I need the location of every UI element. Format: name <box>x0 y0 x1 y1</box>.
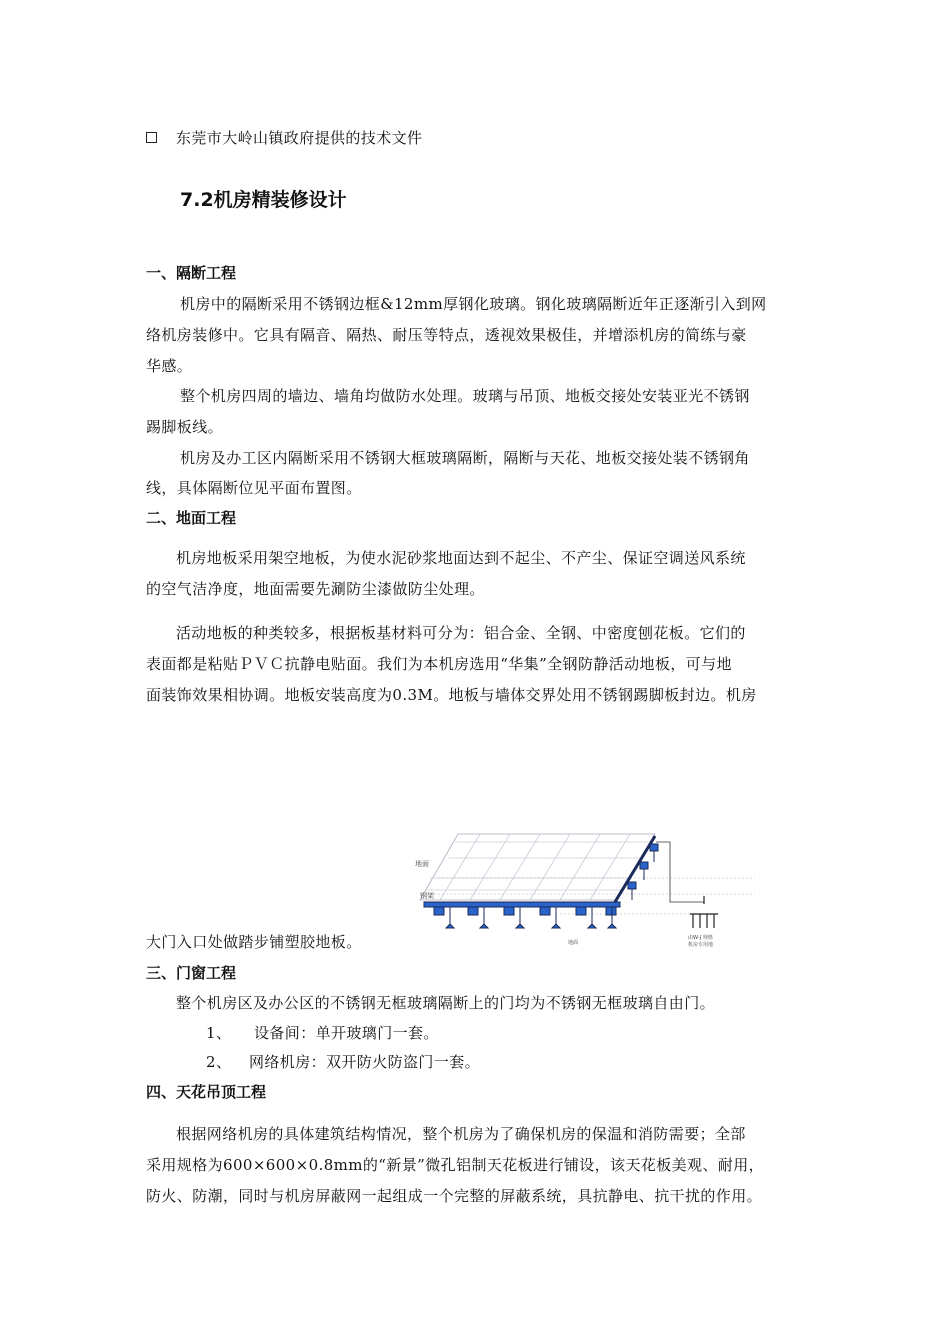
diagram-label: 由W-J 规格 <box>688 935 713 941</box>
heading-floor: 二、地面工程 <box>146 509 237 527</box>
paragraph-line: 面装饰效果相协调。地板安装高度为0.3M。地板与墙体交界处用不锈钢踢脚板封边。机房 <box>146 686 757 704</box>
paragraph-line: 根据网络机房的具体建筑结构情况，整个机房为了确保机房的保温和消防需要；全部 <box>176 1125 746 1143</box>
paragraph-line: 大门入口处做踏步铺塑胶地板。 <box>146 933 362 951</box>
paragraph-line: 活动地板的种类较多，根据板基材料可分为：铝合金、全钢、中密度刨花板。它们的 <box>176 624 746 642</box>
raised-floor-diagram <box>410 828 770 950</box>
list-item-number: 1、 <box>206 1024 232 1042</box>
diagram-label: 钢架 <box>420 892 434 900</box>
heading-ceiling: 四、天花吊顶工程 <box>146 1083 267 1101</box>
heading-partition: 一、隔断工程 <box>146 264 237 282</box>
paragraph-line: 表面都是粘贴ＰＶＣ抗静电贴面。我们为本机房选用“华集”全钢防静活动地板，可与地 <box>146 655 732 673</box>
checkbox-bullet-icon <box>146 132 157 143</box>
paragraph-line: 线，具体隔断位见平面布置图。 <box>146 479 362 497</box>
paragraph-line: 踢脚板线。 <box>146 418 224 436</box>
paragraph-line: 机房中的隔断采用不锈钢边框&12mm厚钢化玻璃。钢化玻璃隔断近年正逐渐引入到网 <box>180 295 767 313</box>
paragraph-line: 的空气洁净度，地面需要先涮防尘漆做防尘处理。 <box>146 580 485 598</box>
diagram-label: 地面 <box>568 940 579 946</box>
paragraph-line: 防火、防潮，同时与机房屏蔽网一起组成一个完整的屏蔽系统，具抗静电、抗干扰的作用。 <box>146 1187 763 1205</box>
diagram-label: 机房专用地 <box>688 942 714 948</box>
paragraph-line: 华感。 <box>146 357 193 375</box>
list-item-text: 设备间：单开玻璃门一套。 <box>254 1024 439 1042</box>
paragraph-line: 整个机房四周的墙边、墙角均做防水处理。玻璃与吊顶、地板交接处安装亚光不锈钢 <box>180 387 750 405</box>
bullet-item-text: 东莞市大岭山镇政府提供的技术文件 <box>176 129 423 147</box>
paragraph-line: 采用规格为600×600×0.8mm的“新景”微孔铝制天花板进行铺设，该天花板美观、耐用， <box>146 1156 765 1174</box>
list-item-number: 2、 <box>206 1053 232 1071</box>
paragraph-line: 整个机房区及办公区的不锈钢无框玻璃隔断上的门均为不锈钢无框玻璃自由门。 <box>176 994 716 1012</box>
section-title: 7.2机房精装修设计 <box>180 189 347 211</box>
paragraph-line: 络机房装修中。它具有隔音、隔热、耐压等特点，透视效果极佳，并增添机房的简练与豪 <box>146 326 747 344</box>
list-item-text: 网络机房：双开防火防盗门一套。 <box>249 1053 481 1071</box>
paragraph-line: 机房及办工区内隔断采用不锈钢大框玻璃隔断，隔断与天花、地板交接处装不锈钢角 <box>180 449 750 467</box>
diagram-label: 地面 <box>415 860 429 868</box>
heading-doors: 三、门窗工程 <box>146 964 237 982</box>
paragraph-line: 机房地板采用架空地板，为使水泥砂浆地面达到不起尘、不产尘、保证空调送风系统 <box>176 549 746 567</box>
